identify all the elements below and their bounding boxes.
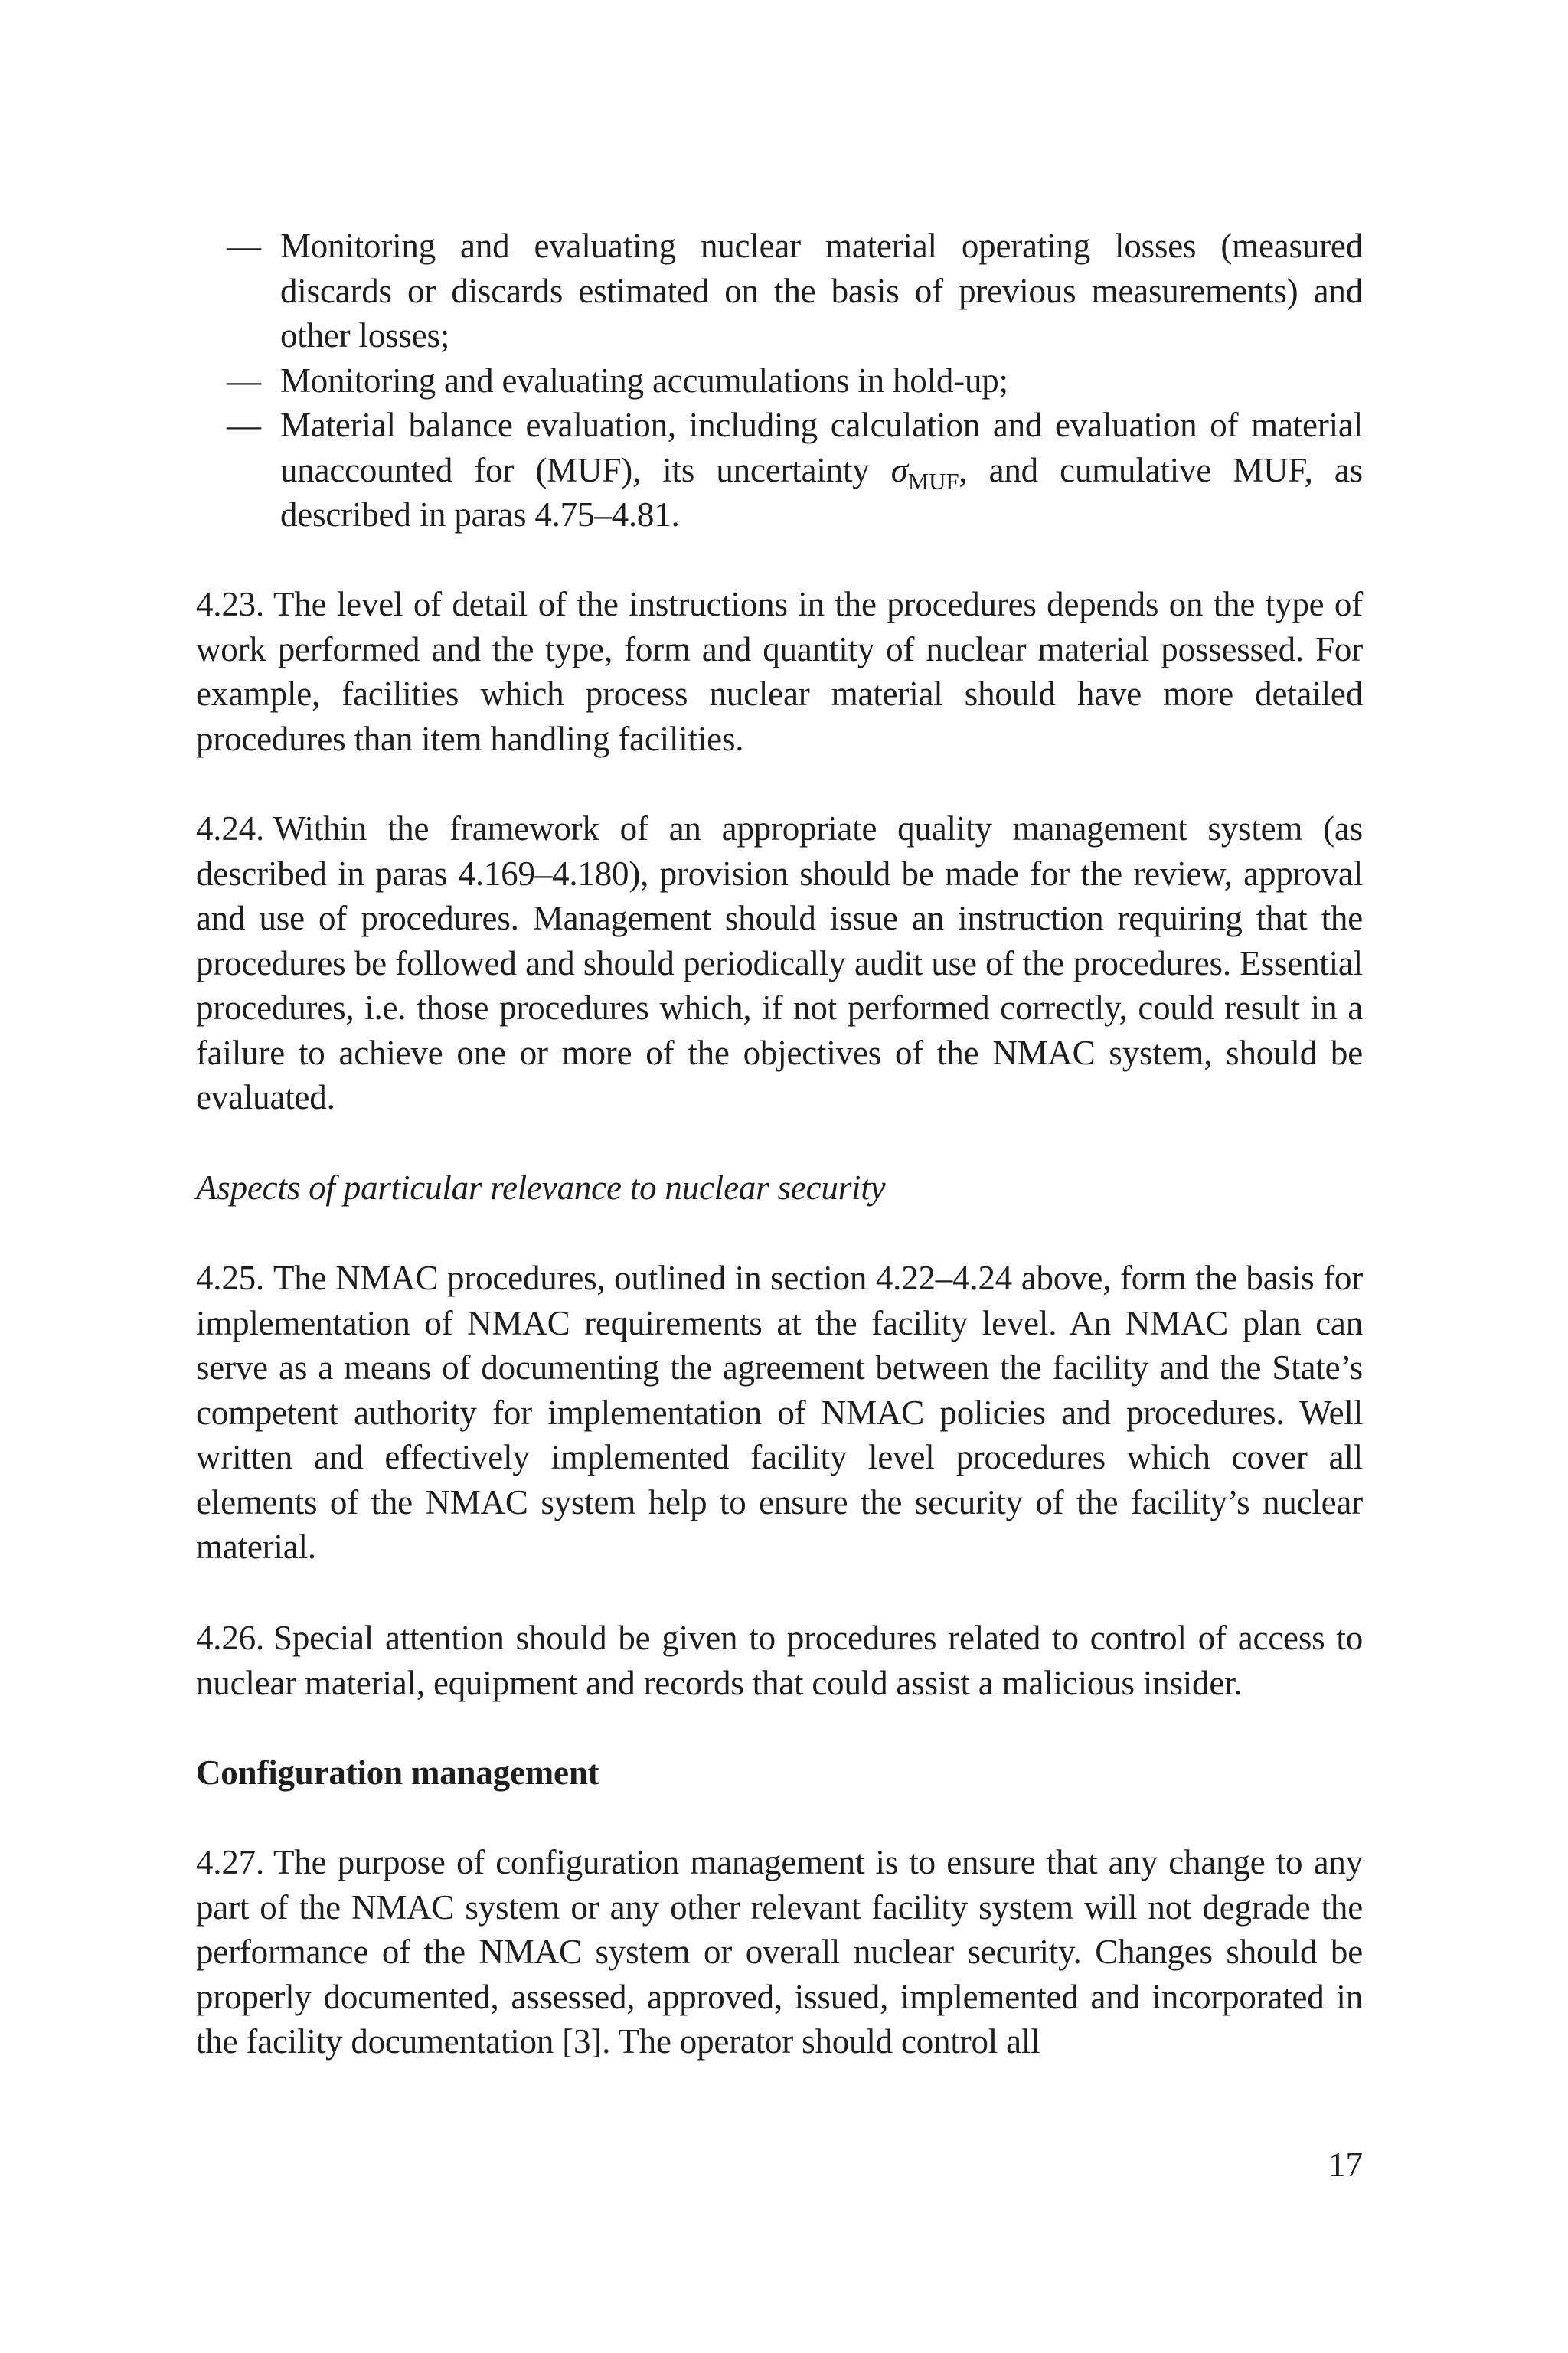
paragraph-4-25 (196, 1256, 1363, 1570)
paragraph-number: 4.26. (196, 1619, 265, 1657)
bullet-list (196, 224, 1363, 538)
paragraph-number: 4.25. (196, 1259, 265, 1297)
bullet-item-operating-losses (196, 224, 1363, 358)
paragraph-text: The NMAC procedures, outlined in section 4.22–4.24 above, form the basis for implementation of NMAC requirements at the facility level. An NMAC plan can serve as a means of documenting the agreement between the facility and the State’s competent authority for implementation of NMAC policies and procedures. Well written and effectively implemented facility level procedures which cover all elements of the NMAC system help to ensure the security of the facility’s nuclear material. (196, 1259, 1363, 1566)
paragraph-text: Within the framework of an appropriate quality management system (as described in paras 4.169–4.180), provision should be made for the review, approval and use of procedures. Management should issue an instruction requiring that the procedures be followed and should periodically audit use of the procedures. Essential procedures, i.e. those procedures which, if not performed correctly, could result in a failure to achieve one or more of the objectives of the NMAC system, should be evaluated. (196, 809, 1363, 1116)
paragraph-number: 4.24. (196, 809, 265, 848)
bullet-text-after: , and cumulative MUF, as described in paras 4.75–4.81. (280, 450, 1363, 534)
bullet-text: Monitoring and evaluating accumulations in hold-up; (280, 361, 1008, 400)
bullet-item-hold-up (196, 358, 1363, 404)
paragraph-number: 4.27. (196, 1843, 265, 1881)
paragraph-4-23 (196, 582, 1363, 761)
sigma-subscript: MUF (907, 467, 959, 495)
section-heading-configuration: Configuration management (196, 1753, 599, 1792)
paragraph-number: 4.23. (196, 585, 265, 623)
paragraph-4-26 (196, 1616, 1363, 1705)
sigma-symbol: σ (890, 450, 908, 489)
bullet-dash: — (227, 227, 261, 265)
paragraph-text: The purpose of configuration management is to ensure that any change to any part of the NMAC system or any other relevant facility system will not degrade the performance of the NMAC system or overall nuclear security. Changes should be properly documented, assessed, approved, issued, implemented and incorporated in the facility documentation [3]. The operator should control all (196, 1843, 1363, 2061)
paragraph-4-27 (196, 1840, 1363, 2064)
bullet-dash: — (227, 361, 261, 400)
page-number: 17 (1328, 2145, 1363, 2184)
bullet-dash: — (227, 406, 261, 444)
bullet-text: Monitoring and evaluating nuclear material operating losses (measured discards or discards estimated on the basis of previous measurements) and other losses; (280, 227, 1363, 355)
section-heading-aspects: Aspects of particular relevance to nuclear security (196, 1168, 886, 1207)
paragraph-text: The level of detail of the instructions in the procedures depends on the type of work performed and the type, form and quantity of nuclear material possessed. For example, facilities which process nuclear material should have more detailed procedures than item handling facilities. (196, 585, 1363, 758)
bullet-text-before: Material balance evaluation, including calculation and evaluation of material unaccounted for (MUF), its uncertainty (280, 406, 1363, 489)
paragraph-text: Special attention should be given to procedures related to control of access to nuclear material, equipment and records that could assist a malicious insider. (196, 1619, 1363, 1702)
paragraph-4-24 (196, 806, 1363, 1120)
bullet-item-material-balance (196, 403, 1363, 538)
